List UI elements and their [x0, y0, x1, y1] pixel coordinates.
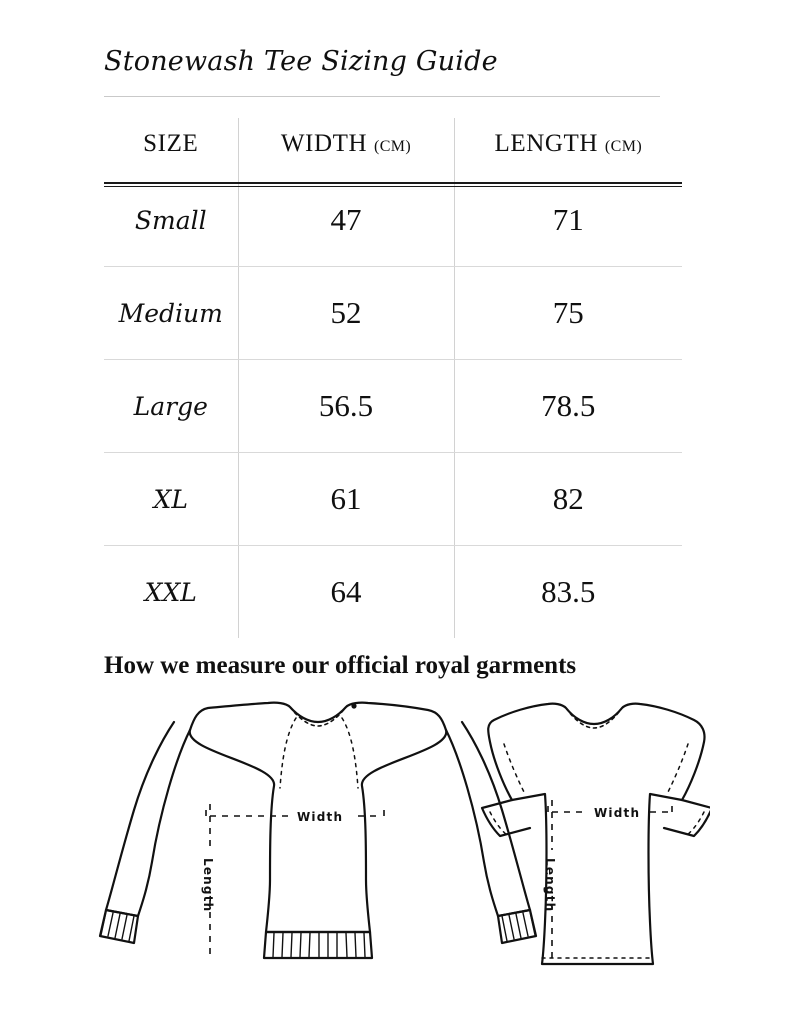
column-header-length	[454, 118, 682, 174]
table-row	[104, 360, 682, 453]
column-header-length-unit: (CM)	[604, 138, 643, 155]
table-row	[104, 174, 682, 267]
title-divider	[104, 96, 660, 97]
column-header-width-unit: (CM)	[374, 138, 412, 155]
column-header-length-text: LENGTH	[494, 130, 599, 157]
table-row	[104, 546, 682, 639]
cell-length: 82	[454, 453, 682, 546]
cell-length: 75	[454, 267, 682, 360]
column-header-width	[238, 118, 454, 174]
cell-length: 71	[454, 174, 682, 267]
cell-size: Large	[104, 360, 238, 453]
long-sleeve-sweatshirt-illustration	[100, 703, 536, 958]
table-header-row	[104, 118, 682, 174]
table-header-divider	[104, 182, 682, 187]
column-header-size: SIZE	[104, 118, 238, 174]
sizing-table-container	[104, 118, 682, 638]
cell-width: 64	[238, 546, 454, 639]
cell-length: 83.5	[541, 574, 596, 609]
page-title: Stonewash Tee Sizing Guide	[104, 46, 498, 77]
cell-size: Medium	[104, 267, 238, 360]
column-header-width-text: WIDTH	[280, 130, 368, 157]
table-row	[104, 267, 682, 360]
cell-width: 52	[238, 267, 454, 360]
cell-width: 61	[238, 453, 454, 546]
tee-length-label: Length	[543, 858, 557, 913]
short-sleeve-tee-illustration	[482, 704, 710, 964]
sizing-table	[104, 118, 682, 638]
cell-length: 78.5	[454, 360, 682, 453]
tee-measure-guides	[548, 800, 672, 962]
garment-diagrams	[90, 700, 710, 1000]
cell-size: XXL	[104, 546, 238, 639]
cell-width: 47	[238, 174, 454, 267]
cell-size: XL	[104, 453, 238, 546]
table-row	[104, 453, 682, 546]
cell-size: Small	[104, 174, 238, 267]
sweatshirt-measure-guides	[206, 804, 384, 958]
cell-width: 56.5	[238, 360, 454, 453]
tee-width-label: Width	[594, 806, 641, 820]
sweatshirt-length-label: Length	[201, 858, 215, 913]
sweatshirt-width-label: Width	[297, 810, 344, 824]
measure-heading: How we measure our official royal garments	[104, 652, 577, 679]
